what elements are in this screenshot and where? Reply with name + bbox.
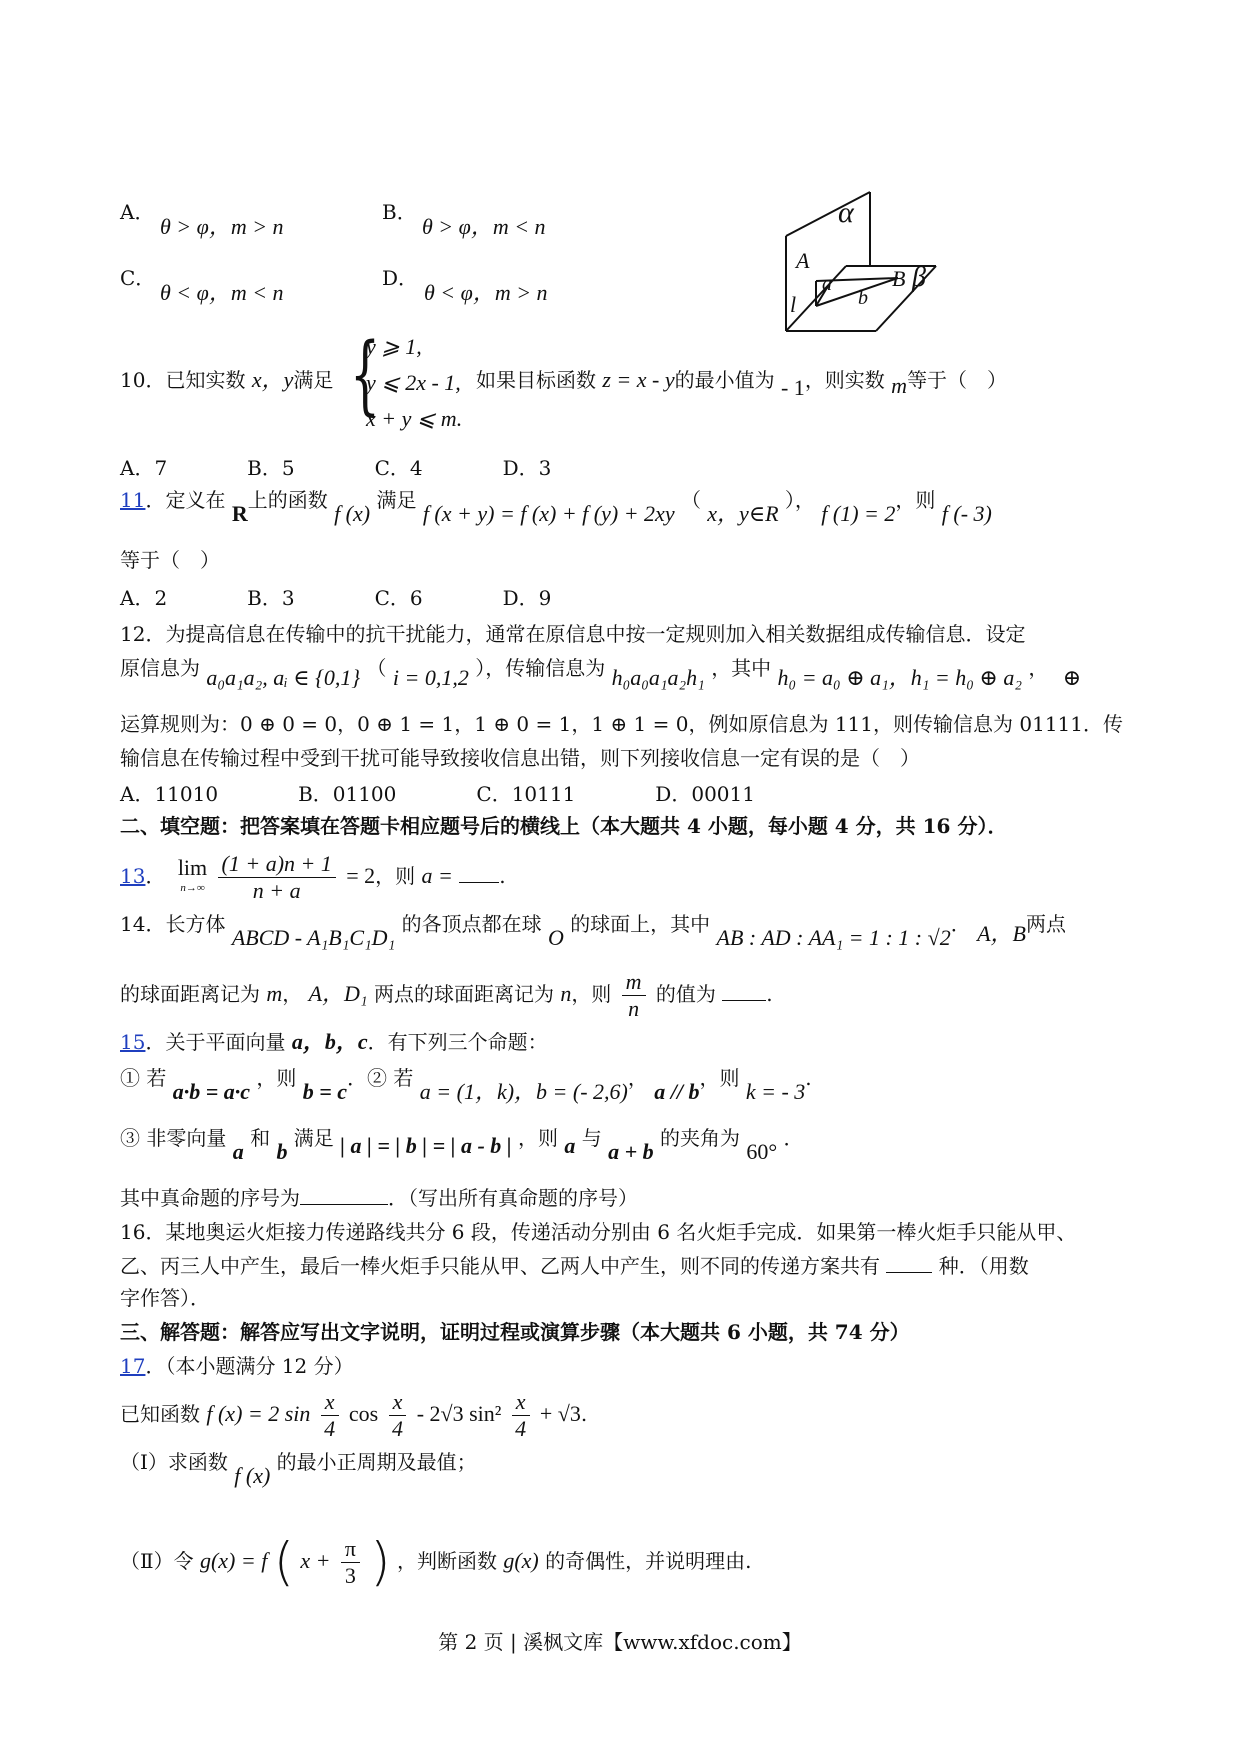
q10-text: 满足 (293, 368, 334, 392)
q12-line-3: 运算规则为：0 ⊕ 0 = 0，0 ⊕ 1 = 1，1 ⊕ 0 = 1，1 ⊕ 1 = 0，例如原信息为 111，则传输信息为 01111．传 (120, 712, 1123, 736)
q10-number: 10． (120, 368, 166, 392)
q12-text: ，其中 (711, 656, 772, 680)
q11-f1: f (1) = 2 (821, 501, 896, 526)
q14-text: 的值为 (655, 982, 716, 1006)
q9-option-d-label: D． (382, 266, 419, 290)
q12-expr-rule: h₀ = a₀ ⊕ a₁，h₁ = h₀ ⊕ a₂ (777, 665, 1022, 690)
q16-answer-blank[interactable] (886, 1252, 932, 1273)
page-footer: 第 2 页 | 溪枫文库【www.xfdoc.com】 (438, 1630, 802, 1654)
q17-p2-arg: x + (300, 1548, 331, 1573)
q11-text: （ (680, 488, 701, 512)
q15-p2-result: k = - 3 (745, 1079, 806, 1104)
q15-p3-sum: a + b (608, 1139, 654, 1164)
q14-sphere-o: O (547, 925, 564, 950)
q13-fraction (218, 851, 336, 904)
q14-text: ， (282, 982, 303, 1006)
q17-frac-2 (389, 1389, 407, 1442)
q17-p2-g2: g(x) (503, 1548, 539, 1573)
q15-text: ① 若 (120, 1066, 167, 1090)
q15-text: ．（写出所有真命题的序号） (388, 1186, 638, 1210)
q15-p1-result: b = c (302, 1079, 348, 1104)
q14-fraction (622, 969, 646, 1022)
q14-text: 长方体 (165, 912, 226, 936)
q17-frac-num: x (321, 1389, 339, 1416)
q11-condition: x，y∈R (707, 501, 779, 526)
q17-fx: f (x) = 2 sin (206, 1401, 311, 1426)
q14-ratio: AB : AD : AA₁ = 1 : 1 : √2 (716, 925, 951, 950)
point-b-label: B (892, 266, 906, 291)
q15-vectors: a，b，c (291, 1029, 368, 1054)
q16-text: 种．（用数 (938, 1254, 1029, 1278)
q15-propositions-1-2 (120, 1064, 812, 1104)
edge-l-label: l (790, 292, 797, 317)
q13-a-eq: a = (421, 863, 453, 888)
q12-xor-symbol: ⊕ (1062, 665, 1082, 690)
q17-frac-den: 4 (391, 1416, 403, 1441)
q14-text: ． (950, 912, 971, 936)
q15-proposition-3 (120, 1124, 804, 1164)
q13-numerator: (1 + a)n + 1 (218, 851, 336, 878)
q14-n: n (560, 981, 572, 1006)
q15-text: ，则 (517, 1126, 558, 1150)
q14-text: 的各顶点都在球 (401, 912, 542, 936)
q14-solid: ABCD - A₁B₁C₁D₁ (231, 925, 396, 950)
q17-text: . (580, 1402, 588, 1426)
q15-p1-expr: a·b = a·c (172, 1079, 251, 1104)
q14-points-ab: A，B (977, 921, 1026, 946)
q10-target: z = x - y (602, 367, 675, 392)
q14-text: 两点 (1025, 912, 1066, 936)
q10-text: 已知实数 (165, 368, 246, 392)
q17-part-1 (120, 1448, 477, 1488)
q15-p3-vec-a: a (232, 1139, 244, 1164)
q10-constraint-3: x + y ⩽ m. (366, 406, 463, 431)
q17-text: 已知函数 (120, 1402, 200, 1426)
q12-expr-original: a₀a₁a₂, aᵢ ∈ {0,1} (206, 665, 361, 690)
dihedral-angle-figure (776, 186, 946, 336)
q11-number-link[interactable]: 11 (120, 488, 146, 512)
line-a-label: a (822, 273, 832, 295)
q12-options: A．11010 B．01100 C．10111 D．00011 (120, 782, 755, 806)
q17-frac-1 (321, 1389, 339, 1442)
q12-expr-transmit: h₀a₀a₁a₂h₁ (611, 665, 705, 690)
q12-text: 原信息为 (120, 656, 200, 680)
q10-text: 等于（ ） (907, 368, 1008, 392)
q15-text: ， (627, 1066, 648, 1090)
q17-plus-term: + √3 (539, 1401, 581, 1426)
q11-fx: f (x) (334, 501, 371, 526)
q15-number-link[interactable]: 15 (120, 1030, 146, 1054)
question-14-line-2 (120, 964, 773, 1024)
q14-text: 的球面距离记为 (120, 982, 260, 1006)
q11-equation: f (x + y) = f (x) + f (y) + 2xy (422, 501, 675, 526)
q13-text: ，则 (375, 864, 416, 888)
q16-line-3: 字作答）． (120, 1286, 210, 1310)
q12-expr-index: i = 0,1,2 (392, 665, 469, 690)
q11-options: A．2 B．3 C．6 D．9 (120, 586, 552, 610)
q10-minval: - 1 (780, 375, 805, 400)
q10-system-brace: { (350, 325, 381, 425)
section-3-heading: 三、解答题：解答应写出文字说明，证明过程或演算步骤（本大题共 6 小题，共 74 分） (120, 1320, 910, 1344)
beta-label: β (912, 262, 926, 293)
q14-frac-num: m (622, 969, 646, 996)
q14-text: 两点的球面距离记为 (373, 982, 554, 1006)
q9-option-c-expr: θ < φ，m < n (160, 280, 284, 305)
q10-text: 如果目标函数 (476, 368, 596, 392)
q15-text: ，则 (256, 1066, 297, 1090)
q13-denominator: n + a (252, 878, 301, 903)
q15-answer-blank[interactable] (300, 1184, 388, 1205)
q13-number-link[interactable]: 13 (120, 864, 146, 888)
q14-answer-blank[interactable] (722, 980, 766, 1001)
q15-text: ③ 非零向量 (120, 1126, 227, 1150)
question-13: 13． lim n→∞ $\frac{(1 + a)n + 1}{n + a}$ = 2，则 a = . (120, 851, 506, 903)
line-b-label: b (858, 287, 868, 309)
q15-p3-vec-b: b (276, 1139, 288, 1164)
q14-m: m (266, 981, 283, 1006)
question-15 (120, 1028, 548, 1056)
q15-text: ．② 若 (347, 1066, 414, 1090)
q13-answer-blank[interactable] (459, 862, 499, 883)
left-paren: ( (273, 1532, 294, 1593)
q10-text: 的最小值为 (674, 368, 775, 392)
q17-minus-term: - 2√3 sin² (416, 1401, 502, 1426)
q11-text: ，则 (895, 488, 936, 512)
q17-frac-num: x (512, 1389, 530, 1416)
question-11 (120, 486, 992, 526)
q15-p3-angle: 60° (746, 1139, 778, 1164)
q16-line-2 (120, 1252, 1029, 1280)
q12-line-4: 输信息在传输过程中受到干扰可能导致接收信息出错，则下列接收信息一定有误的是（ ） (120, 746, 920, 770)
q17-function (120, 1384, 587, 1444)
q11-text: ）， (784, 488, 815, 512)
q15-ask (120, 1184, 638, 1212)
q17-p2-g: g(x) = f (199, 1548, 268, 1573)
q14-text: 的球面上，其中 (570, 912, 711, 936)
q15-text: 与 (581, 1126, 602, 1150)
q17-text: ．（本小题满分 12 分） (145, 1354, 354, 1378)
q15-text: 的夹角为 (659, 1126, 740, 1150)
q14-text: ，则 (571, 982, 612, 1006)
q12-text: ， (1028, 656, 1049, 680)
question-17-head (120, 1352, 354, 1380)
q10-var-m: m (891, 373, 908, 398)
alpha-label: α (838, 196, 854, 229)
question-10-cont (476, 366, 1008, 400)
q17-frac-num: x (389, 1389, 407, 1416)
q12-line-2 (120, 654, 1082, 690)
q17-text: 的最小正周期及最值； (276, 1450, 477, 1474)
q17-pi: π (341, 1536, 360, 1563)
q10-constraint-1: y ⩾ 1, (366, 334, 422, 359)
q15-p3-vec-a2: a (564, 1133, 576, 1158)
q11-real-set: R (231, 501, 248, 526)
q9-option-c-label: C． (120, 266, 156, 290)
q17-three: 3 (344, 1563, 356, 1588)
q9-option-a-label: A． (120, 200, 155, 224)
q17-p1-fx: f (x) (234, 1463, 271, 1488)
q10-vars: x，y (251, 367, 294, 392)
q15-text: . (805, 1066, 812, 1090)
q17-cos: cos (348, 1401, 379, 1426)
q10-options: A．7 B．5 C．4 D．3 (120, 456, 552, 480)
q9-option-b-expr: θ > φ，m < n (422, 214, 546, 239)
q17-text: （Ⅱ）令 (120, 1549, 194, 1573)
q12-text: （ (366, 656, 387, 680)
q15-text: ．有下列三个命题： (367, 1030, 548, 1054)
q16-line-1: 16．某地奥运火炬接力传递路线共分 6 段，传递活动分别由 6 名火炬手完成．如果第一棒火炬手只能从甲、 (120, 1220, 1077, 1244)
q13-text: . (499, 864, 506, 888)
question-10 (120, 366, 333, 394)
q17-frac-den: 4 (515, 1416, 527, 1441)
q14-points-ad1: A，D₁ (308, 981, 368, 1006)
q14-text: . (766, 982, 773, 1006)
q15-p2-expr: a = (1，k)，b = (- 2,6) (419, 1079, 628, 1104)
q17-part-2 (120, 1526, 751, 1596)
q11-ask: 等于（ ） (120, 548, 220, 572)
q10-text: ，则实数 (804, 368, 885, 392)
q17-pi-fraction (341, 1536, 360, 1589)
question-14 (120, 910, 1066, 950)
right-paren: ) (370, 1532, 391, 1593)
q17-number-link[interactable]: 17 (120, 1354, 146, 1378)
q17-frac-den: 4 (324, 1416, 336, 1441)
q17-text: 的奇偶性，并说明理由. (545, 1549, 752, 1573)
q12-text: ），传输信息为 (475, 656, 606, 680)
q11-text: ．定义在 (145, 488, 226, 512)
q13-equals: = 2 (346, 863, 376, 888)
q11-text: 上的函数 (247, 488, 328, 512)
q9-option-b-label: B． (382, 200, 417, 224)
q13-lim-sub: n→∞ (180, 881, 205, 894)
q15-text: 其中真命题的序号为 (120, 1186, 300, 1210)
q16-text: 乙、丙三人中产生，最后一棒火炬手只能从甲、乙两人中产生，则不同的传递方案共有 (120, 1254, 880, 1278)
q12-line-1: 12．为提高信息在传输中的抗干扰能力，通常在原信息中按一定规则加入相关数据组成传输信息．设定 (120, 622, 1026, 646)
q15-text: ．关于平面向量 (145, 1030, 286, 1054)
q15-text: ． (783, 1126, 804, 1150)
section-2-heading: 二、填空题：把答案填在答题卡相应题号后的横线上（本大题共 4 小题，每小题 4 分，共 16 分）． (120, 814, 1008, 838)
q15-text: ，则 (699, 1066, 740, 1090)
q11-text: 满足 (376, 488, 417, 512)
q17-frac-3 (512, 1389, 530, 1442)
point-a-label: A (796, 248, 810, 273)
q15-text: 和 (250, 1126, 271, 1150)
q13-lim: lim (177, 854, 208, 880)
q9-option-d-expr: θ < φ，m > n (424, 280, 548, 305)
q17-text: ，判断函数 (396, 1549, 497, 1573)
q15-p3-expr: | a | = | b | = | a - b | (340, 1133, 512, 1158)
q14-frac-den: n (628, 996, 640, 1021)
q15-p2-parallel: a // b (654, 1079, 700, 1104)
q14-number: 14． (120, 912, 166, 936)
q11-f-minus-3: f (- 3) (941, 501, 992, 526)
q10-constraint-2: y ⩽ 2x - 1, (366, 370, 461, 395)
q17-text: （Ⅰ）求函数 (120, 1450, 228, 1474)
q9-option-a-expr: θ > φ，m > n (160, 214, 284, 239)
q15-text: 满足 (293, 1126, 334, 1150)
